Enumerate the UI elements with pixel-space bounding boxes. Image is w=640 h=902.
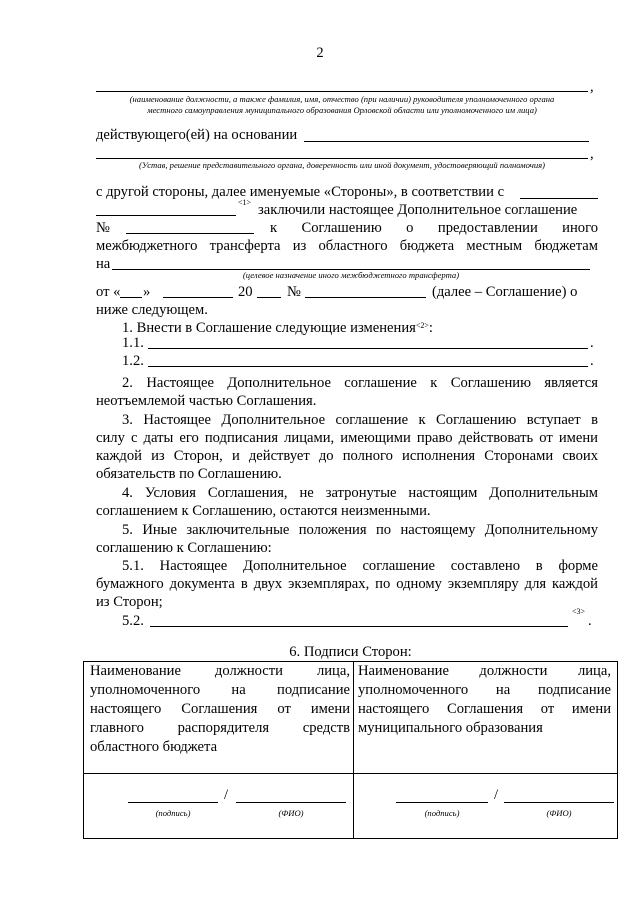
change-2-field[interactable] xyxy=(148,366,588,367)
item5-line1: 5. Иные заключительные положения по настоящему Дополнительному xyxy=(122,522,598,538)
ref2: <2> xyxy=(415,321,429,330)
left-sign-caption: (подпись) xyxy=(155,808,191,818)
item2-line2: неотъемлемой частью Соглашения. xyxy=(96,393,317,409)
right-fio-caption: (ФИО) xyxy=(546,808,572,818)
left-fio-caption: (ФИО) xyxy=(278,808,304,818)
acting-basis-label: действующего(ей) на основании xyxy=(96,127,298,143)
right-fio-field[interactable] xyxy=(504,802,614,803)
caption-official-line1: (наименование должности, а также фамилия, имя, отчество (при наличии) руководителя уполномоченного органа xyxy=(129,94,555,104)
left-signature-field[interactable] xyxy=(128,802,218,803)
concluded-text: заключили настоящее Дополнительное соглашение xyxy=(258,202,578,218)
official-name-line[interactable] xyxy=(96,91,588,92)
caption-purpose: (целевое назначение иного межбюджетного трансферта) xyxy=(242,270,460,280)
caption-basis: (Устав, решение представительного органа, доверенность или иной документ, удостоверяющий полномочия) xyxy=(138,160,545,170)
item1-2-label: 1.2. xyxy=(122,353,144,369)
item5-2-label: 5.2. xyxy=(122,613,144,629)
item5-1-line1: 5.1. Настоящее Дополнительное соглашение составлено в форме xyxy=(122,558,598,574)
right-party-line2: уполномоченного на подписание xyxy=(358,682,611,698)
right-slash: / xyxy=(494,787,499,803)
from-label: от « xyxy=(96,284,121,300)
number-sign: № xyxy=(96,220,110,236)
na-label: на xyxy=(96,256,111,272)
ref3: <3> xyxy=(572,607,586,616)
item3-line2: силу с даты его подписания лицами, имеющими право действовать от имени xyxy=(96,430,598,446)
item5-1-line2: бумажного документа в двух экземплярах, по одному экземпляру для каждой xyxy=(96,576,598,592)
left-party-line4: главного распорядителя средств xyxy=(90,720,350,736)
then-agreement-text: (далее – Соглашение) о xyxy=(432,284,578,300)
comma2: , xyxy=(590,146,594,162)
item4-line2: соглашением к Соглашению, остаются неизменными. xyxy=(96,503,431,519)
quote-close: » xyxy=(143,284,151,300)
right-party-line3: настоящего Соглашения от имени xyxy=(358,701,611,717)
item3-line1: 3. Настоящее Дополнительное соглашение к Соглашению вступает в xyxy=(122,412,598,428)
right-party-line4: муниципального образования xyxy=(358,720,543,736)
item5-1-line3: из Сторон; xyxy=(96,594,163,610)
left-fio-field[interactable] xyxy=(236,802,346,803)
accordance-field-line[interactable] xyxy=(520,198,598,199)
year-prefix: 20 xyxy=(238,284,253,300)
transfer-text: межбюджетного трансферта из областного бюджета местным бюджетам xyxy=(96,238,598,254)
item5-2-field[interactable] xyxy=(150,626,568,627)
item1-1-label: 1.1. xyxy=(122,335,144,351)
accordance-field-line2[interactable] xyxy=(96,215,236,216)
left-party-line1: Наименование должности лица, xyxy=(90,663,350,679)
item1-text xyxy=(122,319,433,338)
number-sign-2: № xyxy=(287,284,301,300)
signatures-table xyxy=(83,661,618,839)
right-signature-cell xyxy=(354,774,618,839)
comma: , xyxy=(590,79,594,95)
right-signature-field[interactable] xyxy=(396,802,488,803)
year-field[interactable] xyxy=(257,297,281,298)
to-agreement-text: к Соглашению о предоставлении иного xyxy=(270,220,598,236)
below-text: ниже следующем. xyxy=(96,302,208,318)
left-party-line5: областного бюджета xyxy=(90,739,218,755)
change-1-field[interactable] xyxy=(148,348,588,349)
main-agreement-number-field[interactable] xyxy=(305,297,426,298)
page-number: 2 xyxy=(316,45,324,61)
left-party-cell xyxy=(84,662,354,774)
item4-line1: 4. Условия Соглашения, не затронутые настоящим Дополнительным xyxy=(122,485,598,501)
right-party-line1: Наименование должности лица, xyxy=(358,663,611,679)
item5-line2: соглашению к Соглашению: xyxy=(96,540,272,556)
ref1: <1> xyxy=(238,198,252,207)
month-field[interactable] xyxy=(163,297,233,298)
item1-label: 1. Внести в Соглашение следующие изменения xyxy=(122,320,416,336)
basis-field-line2[interactable] xyxy=(96,158,588,159)
left-slash: / xyxy=(224,787,229,803)
dot-3: . xyxy=(588,613,592,629)
dot-2: . xyxy=(590,353,594,369)
colon: : xyxy=(428,320,433,336)
right-sign-caption: (подпись) xyxy=(424,808,460,818)
item2-line1: 2. Настоящее Дополнительное соглашение к Соглашению является xyxy=(122,375,598,391)
party-names-row xyxy=(84,662,618,774)
item3-line4: обязательств по Соглашению. xyxy=(96,466,282,482)
basis-field-line[interactable] xyxy=(304,141,589,142)
signatures-title: 6. Подписи Сторон: xyxy=(289,644,412,660)
day-field[interactable] xyxy=(120,297,142,298)
right-party-cell xyxy=(354,662,618,774)
left-signature-cell xyxy=(84,774,354,839)
dot-1: . xyxy=(590,335,594,351)
item3-line3: каждой из Сторон, и действует до полного исполнения Сторонами своих xyxy=(96,448,598,464)
agreement-number-line[interactable] xyxy=(126,233,254,234)
caption-official-line2: местного самоуправления муниципального образования Орловской области или уполномоченного им лица) xyxy=(147,105,537,115)
signature-row xyxy=(84,774,618,839)
left-party-line3: настоящего Соглашения от имени xyxy=(90,701,350,717)
left-party-line2: уполномоченного на подписание xyxy=(90,682,350,698)
other-side-text: с другой стороны, далее именуемые «Стороны», в соответствии с xyxy=(96,184,505,200)
